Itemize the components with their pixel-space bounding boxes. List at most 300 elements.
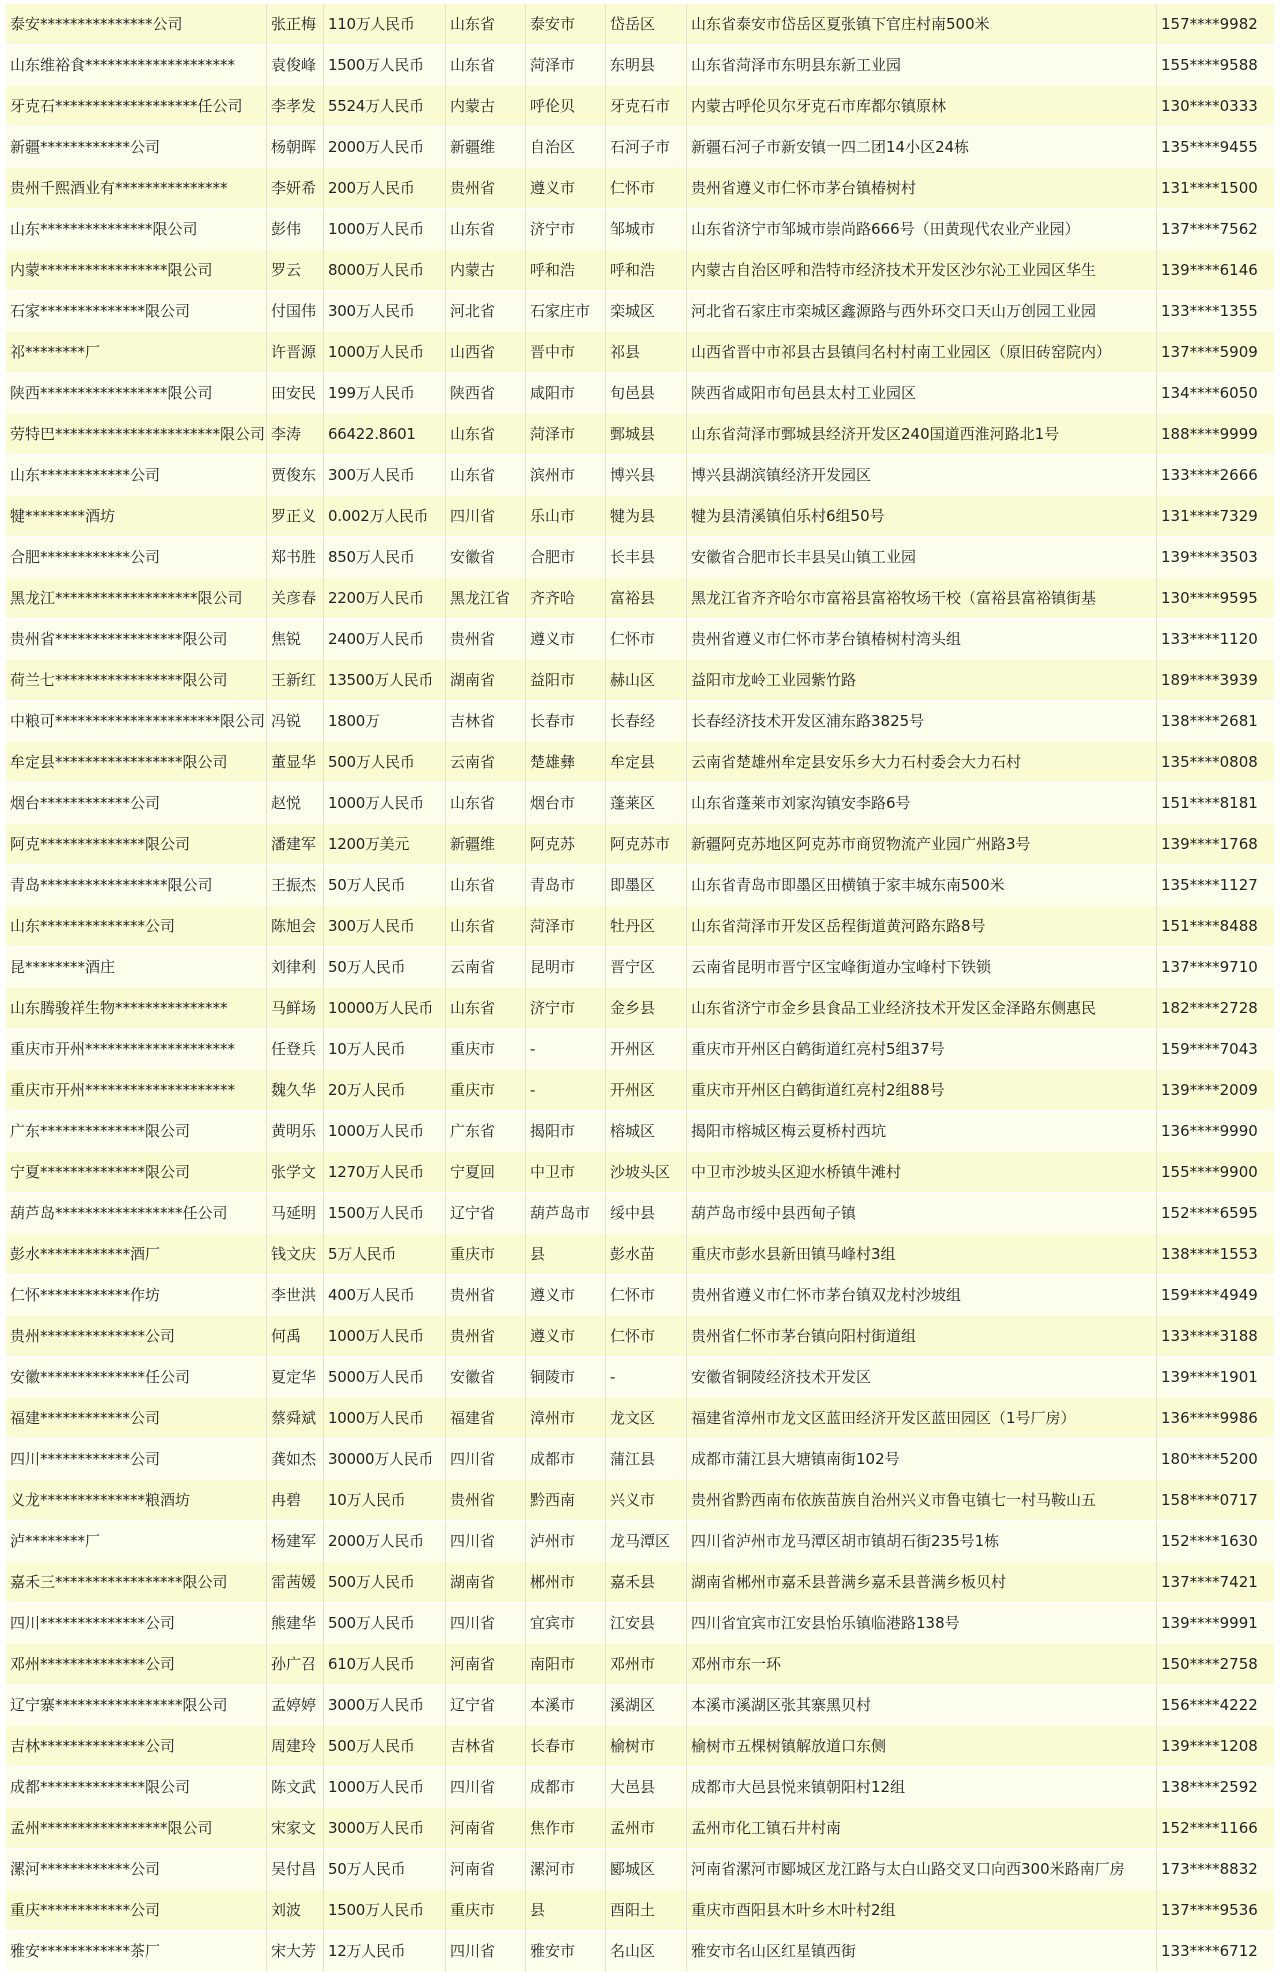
cell-city: 合肥市 — [526, 537, 606, 578]
table-row — [6, 783, 1274, 824]
cell-district: 龙马潭区 — [606, 1521, 687, 1562]
cell-registered-capital: 1000万人民币 — [324, 1316, 446, 1357]
cell-city: 雅安市 — [526, 1931, 606, 1972]
cell-registered-capital: 1000万人民币 — [324, 332, 446, 373]
cell-phone: 139****1901 — [1157, 1357, 1274, 1398]
cell-address: 山东省济宁市金乡县食品工业经济技术开发区金泽路东侧惠民 — [687, 988, 1157, 1029]
cell-address: 长春经济技术开发区浦东路3825号 — [687, 701, 1157, 742]
cell-address: 福建省漳州市龙文区蓝田经济开发区蓝田园区（1号厂房） — [687, 1398, 1157, 1439]
cell-registered-capital: 500万人民币 — [324, 1726, 446, 1767]
cell-province: 四川省 — [446, 1767, 526, 1808]
cell-address: 内蒙古呼伦贝尔牙克石市库都尔镇原林 — [687, 86, 1157, 127]
table-row — [6, 1767, 1274, 1808]
cell-city: 遵义市 — [526, 619, 606, 660]
cell-registered-capital: 1500万人民币 — [324, 1890, 446, 1931]
table-row — [6, 1521, 1274, 1562]
cell-legal-representative: 孙广召 — [267, 1644, 324, 1685]
cell-address: 河北省石家庄市栾城区鑫源路与西外环交口天山万创园工业园 — [687, 291, 1157, 332]
cell-province: 新疆维 — [446, 824, 526, 865]
cell-city: 泰安市 — [526, 4, 606, 45]
cell-city: - — [526, 1029, 606, 1070]
table-row — [6, 1644, 1274, 1685]
cell-phone: 159****4949 — [1157, 1275, 1274, 1316]
cell-address: 山东省泰安市岱岳区夏张镇下官庄村南500米 — [687, 4, 1157, 45]
cell-legal-representative: 雷茜媛 — [267, 1562, 324, 1603]
cell-address: 山东省菏泽市鄄城县经济开发区240国道西淮河路北1号 — [687, 414, 1157, 455]
cell-address: 成都市蒲江县大塘镇南街102号 — [687, 1439, 1157, 1480]
table-row — [6, 1849, 1274, 1890]
table-row — [6, 1685, 1274, 1726]
cell-legal-representative: 李妍希 — [267, 168, 324, 209]
cell-company-name: 内蒙*****************限公司 — [6, 250, 267, 291]
cell-registered-capital: 10万人民币 — [324, 1029, 446, 1070]
cell-city: 晋中市 — [526, 332, 606, 373]
cell-phone: 139****1768 — [1157, 824, 1274, 865]
cell-legal-representative: 焦锐 — [267, 619, 324, 660]
cell-address: 揭阳市榕城区梅云夏桥村西坑 — [687, 1111, 1157, 1152]
cell-registered-capital: 2000万人民币 — [324, 127, 446, 168]
cell-company-name: 石家**************限公司 — [6, 291, 267, 332]
cell-registered-capital: 1000万人民币 — [324, 783, 446, 824]
cell-legal-representative: 任登兵 — [267, 1029, 324, 1070]
cell-address: 孟州市化工镇石井村南 — [687, 1808, 1157, 1849]
cell-company-name: 劳特巴**********************限公司 — [6, 414, 267, 455]
cell-company-name: 泸********厂 — [6, 1521, 267, 1562]
cell-company-name: 祁********厂 — [6, 332, 267, 373]
cell-phone: 137****9710 — [1157, 947, 1274, 988]
cell-address: 山东省菏泽市开发区岳程街道黄河路东路8号 — [687, 906, 1157, 947]
cell-registered-capital: 300万人民币 — [324, 291, 446, 332]
cell-address: 重庆市开州区白鹤街道红亮村2组88号 — [687, 1070, 1157, 1111]
cell-address: 湖南省郴州市嘉禾县普满乡嘉禾县普满乡板贝村 — [687, 1562, 1157, 1603]
cell-province: 河南省 — [446, 1808, 526, 1849]
cell-city: 葫芦岛市 — [526, 1193, 606, 1234]
cell-legal-representative: 付国伟 — [267, 291, 324, 332]
cell-city: 郴州市 — [526, 1562, 606, 1603]
cell-registered-capital: 1270万人民币 — [324, 1152, 446, 1193]
cell-legal-representative: 吴付昌 — [267, 1849, 324, 1890]
cell-district: 龙文区 — [606, 1398, 687, 1439]
cell-legal-representative: 熊建华 — [267, 1603, 324, 1644]
cell-phone: 139****1208 — [1157, 1726, 1274, 1767]
cell-phone: 133****2666 — [1157, 455, 1274, 496]
cell-company-name: 辽宁寨*****************限公司 — [6, 1685, 267, 1726]
cell-city: 成都市 — [526, 1767, 606, 1808]
cell-city: 成都市 — [526, 1439, 606, 1480]
cell-city: 乐山市 — [526, 496, 606, 537]
cell-city: 长春市 — [526, 1726, 606, 1767]
cell-province: 安徽省 — [446, 1357, 526, 1398]
cell-company-name: 仁怀************作坊 — [6, 1275, 267, 1316]
cell-legal-representative: 潘建军 — [267, 824, 324, 865]
table-row — [6, 988, 1274, 1029]
cell-company-name: 山东维裕食******************** — [6, 45, 267, 86]
cell-district: 即墨区 — [606, 865, 687, 906]
cell-city: 自治区 — [526, 127, 606, 168]
cell-city: 中卫市 — [526, 1152, 606, 1193]
cell-registered-capital: 2200万人民币 — [324, 578, 446, 619]
cell-city: 阿克苏 — [526, 824, 606, 865]
cell-province: 河南省 — [446, 1644, 526, 1685]
cell-registered-capital: 50万人民币 — [324, 865, 446, 906]
cell-province: 福建省 — [446, 1398, 526, 1439]
cell-district: 绥中县 — [606, 1193, 687, 1234]
cell-city: 县 — [526, 1234, 606, 1275]
cell-registered-capital: 8000万人民币 — [324, 250, 446, 291]
cell-company-name: 昆********酒庄 — [6, 947, 267, 988]
table-row — [6, 824, 1274, 865]
cell-company-name: 山东腾骏祥生物*************** — [6, 988, 267, 1029]
cell-company-name: 烟台************公司 — [6, 783, 267, 824]
cell-district: 邹城市 — [606, 209, 687, 250]
cell-phone: 135****9455 — [1157, 127, 1274, 168]
cell-address: 重庆市彭水县新田镇马峰村3组 — [687, 1234, 1157, 1275]
cell-phone: 158****0717 — [1157, 1480, 1274, 1521]
cell-city: 漳州市 — [526, 1398, 606, 1439]
cell-address: 新疆石河子市新安镇一四二团14小区24栋 — [687, 127, 1157, 168]
cell-address: 葫芦岛市绥中县西甸子镇 — [687, 1193, 1157, 1234]
cell-phone: 130****0333 — [1157, 86, 1274, 127]
cell-province: 四川省 — [446, 1603, 526, 1644]
table-row — [6, 332, 1274, 373]
cell-company-name: 宁夏**************限公司 — [6, 1152, 267, 1193]
cell-registered-capital: 13500万人民币 — [324, 660, 446, 701]
table-row — [6, 1029, 1274, 1070]
cell-province: 湖南省 — [446, 660, 526, 701]
cell-phone: 130****9595 — [1157, 578, 1274, 619]
cell-phone: 136****9986 — [1157, 1398, 1274, 1439]
cell-registered-capital: 500万人民币 — [324, 742, 446, 783]
cell-district: 阿克苏市 — [606, 824, 687, 865]
cell-registered-capital: 300万人民币 — [324, 906, 446, 947]
cell-district: 酉阳土 — [606, 1890, 687, 1931]
cell-legal-representative: 罗正义 — [267, 496, 324, 537]
cell-address: 榆树市五棵树镇解放道口东侧 — [687, 1726, 1157, 1767]
cell-phone: 137****9536 — [1157, 1890, 1274, 1931]
table-row — [6, 1152, 1274, 1193]
cell-province: 吉林省 — [446, 1726, 526, 1767]
company-table — [6, 4, 1274, 1972]
cell-address: 中卫市沙坡头区迎水桥镇牛滩村 — [687, 1152, 1157, 1193]
cell-district: 郾城区 — [606, 1849, 687, 1890]
cell-legal-representative: 王振杰 — [267, 865, 324, 906]
cell-city: 泸州市 — [526, 1521, 606, 1562]
cell-legal-representative: 冉碧 — [267, 1480, 324, 1521]
cell-legal-representative: 宋大芳 — [267, 1931, 324, 1972]
cell-district: 犍为县 — [606, 496, 687, 537]
cell-legal-representative: 许晋源 — [267, 332, 324, 373]
cell-city: 滨州市 — [526, 455, 606, 496]
cell-district: 彭水苗 — [606, 1234, 687, 1275]
cell-province: 重庆市 — [446, 1070, 526, 1111]
cell-company-name: 嘉禾三*****************限公司 — [6, 1562, 267, 1603]
cell-district: 邓州市 — [606, 1644, 687, 1685]
cell-legal-representative: 赵悦 — [267, 783, 324, 824]
cell-company-name: 陕西*****************限公司 — [6, 373, 267, 414]
cell-district: - — [606, 1357, 687, 1398]
cell-district: 长丰县 — [606, 537, 687, 578]
table-row — [6, 414, 1274, 455]
cell-address: 邓州市东一环 — [687, 1644, 1157, 1685]
cell-address: 山东省青岛市即墨区田横镇于家丰城东南500米 — [687, 865, 1157, 906]
table-row — [6, 742, 1274, 783]
cell-province: 重庆市 — [446, 1234, 526, 1275]
cell-province: 云南省 — [446, 742, 526, 783]
cell-company-name: 广东**************限公司 — [6, 1111, 267, 1152]
cell-legal-representative: 王新红 — [267, 660, 324, 701]
cell-legal-representative: 刘波 — [267, 1890, 324, 1931]
cell-district: 仁怀市 — [606, 1316, 687, 1357]
cell-district: 东明县 — [606, 45, 687, 86]
cell-phone: 139****2009 — [1157, 1070, 1274, 1111]
cell-legal-representative: 杨建军 — [267, 1521, 324, 1562]
cell-province: 山西省 — [446, 332, 526, 373]
cell-phone: 155****9588 — [1157, 45, 1274, 86]
cell-legal-representative: 贾俊东 — [267, 455, 324, 496]
cell-address: 四川省宜宾市江安县怡乐镇临港路138号 — [687, 1603, 1157, 1644]
table-row — [6, 1398, 1274, 1439]
cell-company-name: 泰安***************公司 — [6, 4, 267, 45]
cell-phone: 151****8181 — [1157, 783, 1274, 824]
table-row — [6, 86, 1274, 127]
cell-province: 山东省 — [446, 414, 526, 455]
cell-company-name: 重庆市开州******************** — [6, 1070, 267, 1111]
cell-district: 晋宁区 — [606, 947, 687, 988]
cell-phone: 137****7562 — [1157, 209, 1274, 250]
cell-district: 大邑县 — [606, 1767, 687, 1808]
table-row — [6, 947, 1274, 988]
cell-phone: 150****2758 — [1157, 1644, 1274, 1685]
cell-legal-representative: 钱文庆 — [267, 1234, 324, 1275]
table-row — [6, 1234, 1274, 1275]
cell-address: 内蒙古自治区呼和浩特市经济技术开发区沙尔沁工业园区华生 — [687, 250, 1157, 291]
cell-address: 贵州省遵义市仁怀市茅台镇椿树村 — [687, 168, 1157, 209]
cell-company-name: 四川************公司 — [6, 1439, 267, 1480]
table-row — [6, 701, 1274, 742]
cell-city: 焦作市 — [526, 1808, 606, 1849]
cell-city: 青岛市 — [526, 865, 606, 906]
table-row — [6, 1111, 1274, 1152]
cell-legal-representative: 关彦春 — [267, 578, 324, 619]
cell-legal-representative: 刘律利 — [267, 947, 324, 988]
cell-province: 辽宁省 — [446, 1685, 526, 1726]
cell-legal-representative: 魏久华 — [267, 1070, 324, 1111]
cell-registered-capital: 66422.8601 — [324, 414, 446, 455]
cell-phone: 138****2681 — [1157, 701, 1274, 742]
cell-district: 岱岳区 — [606, 4, 687, 45]
cell-company-name: 山东************公司 — [6, 455, 267, 496]
cell-legal-representative: 周建玲 — [267, 1726, 324, 1767]
cell-city: 长春市 — [526, 701, 606, 742]
cell-address: 黑龙江省齐齐哈尔市富裕县富裕牧场干校（富裕县富裕镇街基 — [687, 578, 1157, 619]
cell-company-name: 新疆************公司 — [6, 127, 267, 168]
cell-company-name: 漯河************公司 — [6, 1849, 267, 1890]
cell-address: 成都市大邑县悦来镇朝阳村12组 — [687, 1767, 1157, 1808]
cell-legal-representative: 蔡舜斌 — [267, 1398, 324, 1439]
cell-registered-capital: 1000万人民币 — [324, 1767, 446, 1808]
cell-company-name: 牙克石*******************任公司 — [6, 86, 267, 127]
cell-phone: 157****9982 — [1157, 4, 1274, 45]
cell-legal-representative: 马鲜场 — [267, 988, 324, 1029]
table-row — [6, 455, 1274, 496]
cell-province: 山东省 — [446, 45, 526, 86]
table-row — [6, 537, 1274, 578]
cell-phone: 139****9991 — [1157, 1603, 1274, 1644]
cell-company-name: 吉林**************公司 — [6, 1726, 267, 1767]
table-row — [6, 1193, 1274, 1234]
cell-province: 山东省 — [446, 455, 526, 496]
cell-city: 宜宾市 — [526, 1603, 606, 1644]
cell-province: 辽宁省 — [446, 1193, 526, 1234]
cell-city: 遵义市 — [526, 1316, 606, 1357]
cell-address: 云南省昆明市晋宁区宝峰街道办宝峰村下铁锁 — [687, 947, 1157, 988]
cell-city: 遵义市 — [526, 1275, 606, 1316]
cell-province: 山东省 — [446, 209, 526, 250]
cell-district: 石河子市 — [606, 127, 687, 168]
cell-address: 博兴县湖滨镇经济开发园区 — [687, 455, 1157, 496]
cell-province: 山东省 — [446, 865, 526, 906]
cell-registered-capital: 850万人民币 — [324, 537, 446, 578]
cell-address: 贵州省遵义市仁怀市茅台镇椿树村湾头组 — [687, 619, 1157, 660]
cell-company-name: 青岛*****************限公司 — [6, 865, 267, 906]
cell-phone: 182****2728 — [1157, 988, 1274, 1029]
cell-legal-representative: 罗云 — [267, 250, 324, 291]
cell-province: 湖南省 — [446, 1562, 526, 1603]
table-row — [6, 1562, 1274, 1603]
cell-company-name: 阿克**************限公司 — [6, 824, 267, 865]
cell-address: 陕西省咸阳市旬邑县太村工业园区 — [687, 373, 1157, 414]
cell-legal-representative: 冯锐 — [267, 701, 324, 742]
cell-province: 四川省 — [446, 496, 526, 537]
cell-legal-representative: 陈旭会 — [267, 906, 324, 947]
cell-district: 金乡县 — [606, 988, 687, 1029]
cell-city: 菏泽市 — [526, 906, 606, 947]
table-row — [6, 1275, 1274, 1316]
table-row — [6, 865, 1274, 906]
cell-city: 本溪市 — [526, 1685, 606, 1726]
cell-registered-capital: 500万人民币 — [324, 1562, 446, 1603]
cell-district: 榕城区 — [606, 1111, 687, 1152]
cell-city: 菏泽市 — [526, 414, 606, 455]
cell-province: 河北省 — [446, 291, 526, 332]
cell-address: 重庆市开州区白鹤街道红亮村5组37号 — [687, 1029, 1157, 1070]
cell-phone: 139****3503 — [1157, 537, 1274, 578]
cell-company-name: 犍********酒坊 — [6, 496, 267, 537]
cell-company-name: 重庆市开州******************** — [6, 1029, 267, 1070]
cell-district: 榆树市 — [606, 1726, 687, 1767]
cell-province: 新疆维 — [446, 127, 526, 168]
table-row — [6, 1808, 1274, 1849]
cell-address: 山东省济宁市邹城市崇尚路666号（田黄现代农业产业园） — [687, 209, 1157, 250]
cell-legal-representative: 孟婷婷 — [267, 1685, 324, 1726]
cell-district: 呼和浩 — [606, 250, 687, 291]
cell-phone: 188****9999 — [1157, 414, 1274, 455]
cell-province: 黑龙江省 — [446, 578, 526, 619]
cell-city: 石家庄市 — [526, 291, 606, 332]
cell-city: 楚雄彝 — [526, 742, 606, 783]
cell-province: 山东省 — [446, 783, 526, 824]
cell-registered-capital: 10万人民币 — [324, 1480, 446, 1521]
cell-address: 新疆阿克苏地区阿克苏市商贸物流产业园广州路3号 — [687, 824, 1157, 865]
cell-company-name: 贵州省*****************限公司 — [6, 619, 267, 660]
cell-city: 呼和浩 — [526, 250, 606, 291]
cell-legal-representative: 李孝发 — [267, 86, 324, 127]
cell-province: 河南省 — [446, 1849, 526, 1890]
cell-legal-representative: 郑书胜 — [267, 537, 324, 578]
cell-district: 栾城区 — [606, 291, 687, 332]
cell-company-name: 贵州**************公司 — [6, 1316, 267, 1357]
cell-address: 重庆市酉阳县木叶乡木叶村2组 — [687, 1890, 1157, 1931]
cell-address: 四川省泸州市龙马潭区胡市镇胡石街235号1栋 — [687, 1521, 1157, 1562]
cell-company-name: 成都**************限公司 — [6, 1767, 267, 1808]
cell-registered-capital: 1000万人民币 — [324, 209, 446, 250]
cell-district: 富裕县 — [606, 578, 687, 619]
cell-city: 遵义市 — [526, 168, 606, 209]
cell-phone: 131****7329 — [1157, 496, 1274, 537]
cell-legal-representative: 何禹 — [267, 1316, 324, 1357]
cell-phone: 133****6712 — [1157, 1931, 1274, 1972]
cell-province: 广东省 — [446, 1111, 526, 1152]
cell-registered-capital: 610万人民币 — [324, 1644, 446, 1685]
cell-company-name: 黑龙江*******************限公司 — [6, 578, 267, 619]
cell-district: 嘉禾县 — [606, 1562, 687, 1603]
cell-province: 陕西省 — [446, 373, 526, 414]
table-row — [6, 906, 1274, 947]
cell-phone: 151****8488 — [1157, 906, 1274, 947]
cell-phone: 152****6595 — [1157, 1193, 1274, 1234]
cell-city: 益阳市 — [526, 660, 606, 701]
cell-province: 贵州省 — [446, 1480, 526, 1521]
cell-phone: 133****1355 — [1157, 291, 1274, 332]
cell-company-name: 雅安************茶厂 — [6, 1931, 267, 1972]
cell-legal-representative: 张学文 — [267, 1152, 324, 1193]
cell-phone: 138****2592 — [1157, 1767, 1274, 1808]
table-row — [6, 45, 1274, 86]
cell-city: 县 — [526, 1890, 606, 1931]
cell-city: 昆明市 — [526, 947, 606, 988]
table-row — [6, 209, 1274, 250]
cell-registered-capital: 2400万人民币 — [324, 619, 446, 660]
cell-company-name: 山东**************公司 — [6, 906, 267, 947]
cell-registered-capital: 3000万人民币 — [324, 1685, 446, 1726]
cell-phone: 137****7421 — [1157, 1562, 1274, 1603]
table-row — [6, 619, 1274, 660]
cell-company-name: 合肥************公司 — [6, 537, 267, 578]
cell-phone: 135****1127 — [1157, 865, 1274, 906]
cell-district: 牟定县 — [606, 742, 687, 783]
cell-city: 揭阳市 — [526, 1111, 606, 1152]
cell-phone: 152****1630 — [1157, 1521, 1274, 1562]
cell-registered-capital: 50万人民币 — [324, 947, 446, 988]
cell-city: 齐齐哈 — [526, 578, 606, 619]
cell-address: 安徽省合肥市长丰县吴山镇工业园 — [687, 537, 1157, 578]
cell-legal-representative: 马延明 — [267, 1193, 324, 1234]
cell-city: 烟台市 — [526, 783, 606, 824]
cell-province: 贵州省 — [446, 1275, 526, 1316]
cell-district: 鄄城县 — [606, 414, 687, 455]
cell-district: 牙克石市 — [606, 86, 687, 127]
cell-phone: 134****6050 — [1157, 373, 1274, 414]
cell-company-name: 四川**************公司 — [6, 1603, 267, 1644]
cell-registered-capital: 400万人民币 — [324, 1275, 446, 1316]
cell-registered-capital: 3000万人民币 — [324, 1808, 446, 1849]
table-row — [6, 496, 1274, 537]
cell-province: 重庆市 — [446, 1029, 526, 1070]
table-row — [6, 1439, 1274, 1480]
cell-district: 开州区 — [606, 1029, 687, 1070]
cell-registered-capital: 20万人民币 — [324, 1070, 446, 1111]
cell-legal-representative: 张正梅 — [267, 4, 324, 45]
